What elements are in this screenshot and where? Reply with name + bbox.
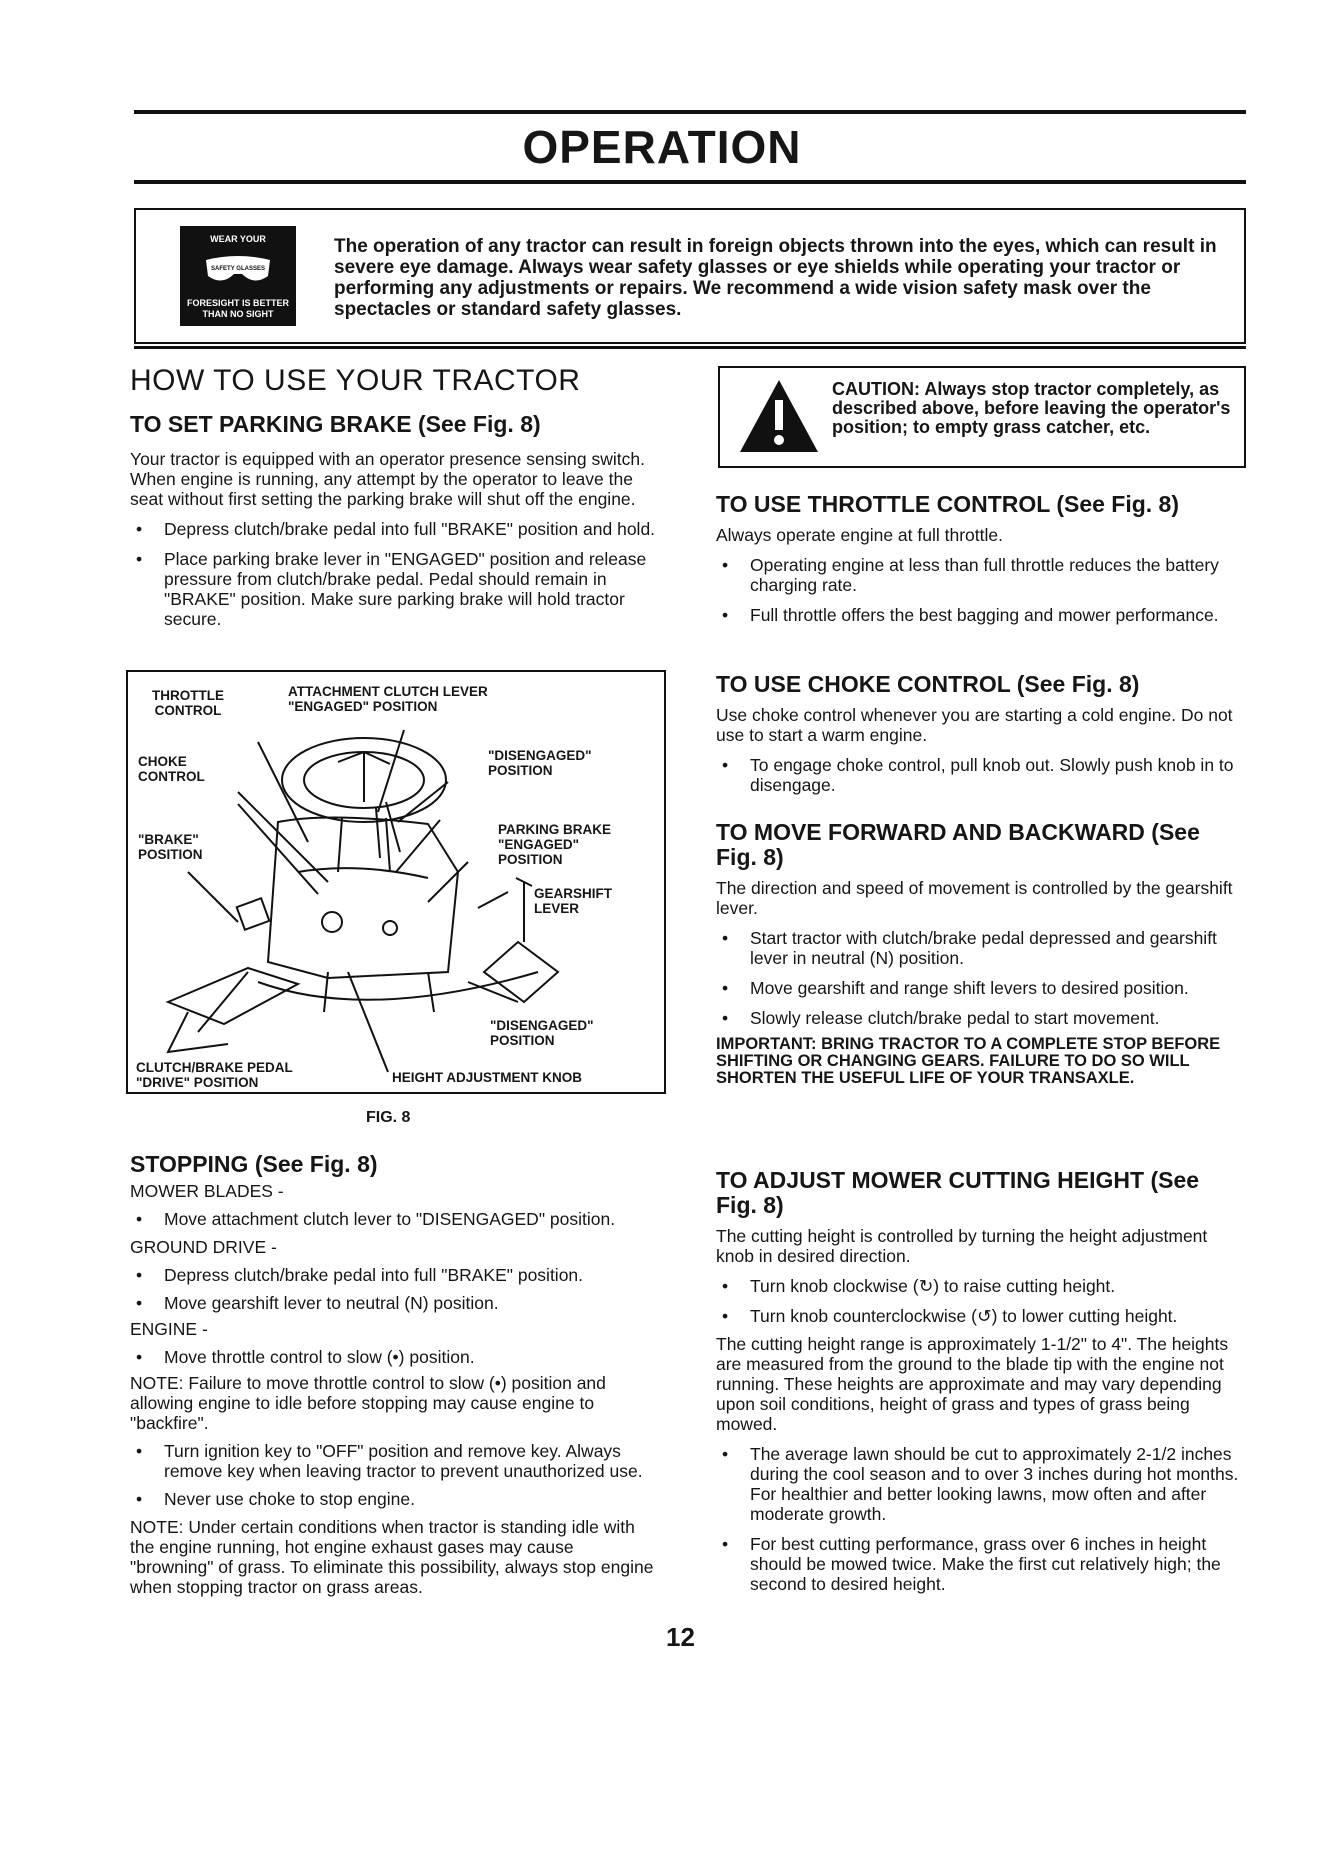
badge-top-text: WEAR YOUR bbox=[210, 234, 266, 244]
move-title: TO MOVE FORWARD AND BACKWARD (See Fig. 8) bbox=[716, 819, 1200, 870]
label-throttle-control: THROTTLE CONTROL bbox=[152, 688, 224, 718]
list-item: • Start tractor with clutch/brake pedal depressed and gearshift lever in neutral (N) position. bbox=[722, 928, 1217, 968]
move-bullet-1: Start tractor with clutch/brake pedal depressed and gearshift lever in neutral (N) position. bbox=[750, 928, 1217, 968]
cutting-height-title: TO ADJUST MOWER CUTTING HEIGHT (See Fig. 8) bbox=[716, 1167, 1200, 1218]
choke-bullet-1: To engage choke control, pull knob out. Slowly push knob in to disengage. bbox=[750, 755, 1234, 795]
cutting-height-intro: The cutting height is controlled by turning the height adjustment knob in desired direction. bbox=[716, 1226, 1208, 1266]
page-title: OPERATION bbox=[522, 121, 802, 173]
engine-bullet-3: Never use choke to stop engine. bbox=[164, 1489, 415, 1509]
tractor-hood bbox=[268, 817, 458, 978]
choke-title: TO USE CHOKE CONTROL (See Fig. 8) bbox=[716, 671, 1140, 697]
warning-triangle-icon bbox=[738, 378, 820, 454]
throttle-section bbox=[716, 492, 1244, 625]
move-bullet-2: Move gearshift and range shift levers to desired position. bbox=[750, 978, 1189, 998]
figure-8 bbox=[126, 670, 666, 1094]
title-rule bbox=[134, 180, 1246, 184]
safety-glasses-badge bbox=[180, 226, 296, 326]
label-parking-brake: PARKING BRAKE "ENGAGED" POSITION bbox=[498, 822, 612, 867]
choke-section bbox=[716, 672, 1244, 795]
stopping-title: STOPPING (See Fig. 8) bbox=[130, 1151, 378, 1177]
label-height-knob: HEIGHT ADJUSTMENT KNOB bbox=[392, 1070, 583, 1085]
parking-brake-title: TO SET PARKING BRAKE (See Fig. 8) bbox=[130, 411, 541, 437]
safety-glasses-icon bbox=[202, 252, 274, 288]
important-note: IMPORTANT: BRING TRACTOR TO A COMPLETE STOP BEFORE SHIFTING OR CHANGING GEARS. FAILURE TO DO SO WILL SHORTEN THE USEFUL LIFE OF YOUR TRANSAXLE. bbox=[716, 1035, 1221, 1087]
label-gearshift-lever: GEARSHIFT LEVER bbox=[534, 886, 613, 916]
note-browning: NOTE: Under certain conditions when tractor is standing idle with the engine running, hot engine exhaust gases may cause "browning" of grass. To eliminate this possibility, always stop engine when stopping tractor on grass areas. bbox=[130, 1517, 654, 1597]
label-clutch-brake-pedal: CLUTCH/BRAKE PEDAL "DRIVE" POSITION bbox=[136, 1060, 293, 1090]
ground-bullet-1: Depress clutch/brake pedal into full "BRAKE" position. bbox=[164, 1265, 584, 1285]
move-intro: The direction and speed of movement is controlled by the gearshift lever. bbox=[716, 878, 1233, 918]
clutch-brake-pedal bbox=[168, 968, 298, 1024]
parking-brake-intro: Your tractor is equipped with an operator presence sensing switch. When engine is running, any attempt by the operator to leave the seat without first setting the parking brake will shut off the engine. bbox=[130, 449, 645, 509]
parking-bullet-2: Place parking brake lever in "ENGAGED" position and release pressure from clutch/brake pedal. Pedal should remain in "BRAKE" position. Make sure parking brake will hold tractor secure. bbox=[164, 549, 647, 629]
throttle-intro: Always operate engine at full throttle. bbox=[716, 525, 1003, 545]
cutting-height-para: The cutting height range is approximately 1-1/2" to 4". The heights are measured from the ground to the blade tip with the engine not running. These heights are approximate and may vary depending upon soil conditions, height of grass and types of grass being mowed. bbox=[716, 1334, 1229, 1434]
move-bullet-3: Slowly release clutch/brake pedal to start movement. bbox=[750, 1008, 1160, 1028]
list-item: • Depress clutch/brake pedal into full "BRAKE" position. bbox=[136, 1265, 584, 1285]
list-item: • Move gearshift and range shift levers to desired position. bbox=[722, 978, 1189, 998]
move-section bbox=[716, 820, 1244, 1087]
throttle-bullet-1: Operating engine at less than full throttle reduces the battery charging rate. bbox=[750, 555, 1219, 595]
list-item: • The average lawn should be cut to approximately 2-1/2 inches during the cool season and to over 3 inches during hot months. For healthier and better looking lawns, mow often and after moderate growth. bbox=[722, 1444, 1239, 1524]
badge-bottom-text: FORESIGHT IS BETTER THAN NO SIGHT bbox=[186, 298, 289, 319]
ground-drive-label: GROUND DRIVE - bbox=[130, 1237, 277, 1257]
list-item: • Move attachment clutch lever to "DISENGAGED" position. bbox=[136, 1209, 616, 1229]
engine-bullet-2: Turn ignition key to "OFF" position and remove key. Always remove key when leaving tractor to prevent unauthorized use. bbox=[164, 1441, 643, 1481]
list-item: • Slowly release clutch/brake pedal to start movement. bbox=[722, 1008, 1160, 1028]
throttle-title: TO USE THROTTLE CONTROL (See Fig. 8) bbox=[716, 491, 1180, 517]
throttle-bullet-2: Full throttle offers the best bagging and mower performance. bbox=[750, 605, 1219, 625]
parking-brake-section bbox=[130, 412, 660, 629]
label-brake-position: "BRAKE" POSITION bbox=[138, 832, 203, 862]
label-attachment-clutch: ATTACHMENT CLUTCH LEVER "ENGAGED" POSITION bbox=[288, 684, 488, 714]
height-bullet-2: Turn knob counterclockwise (↺) to lower cutting height. bbox=[750, 1306, 1178, 1326]
list-item: • Full throttle offers the best bagging and mower performance. bbox=[722, 605, 1219, 625]
list-item: • Operating engine at less than full throttle reduces the battery charging rate. bbox=[722, 555, 1219, 595]
list-item: • Place parking brake lever in "ENGAGED" position and release pressure from clutch/brake pedal. Pedal should remain in "BRAKE" position. Make sure parking brake will hold tractor secure. bbox=[136, 549, 647, 629]
ground-bullet-2: Move gearshift lever to neutral (N) position. bbox=[164, 1293, 499, 1313]
list-item: • Never use choke to stop engine. bbox=[136, 1489, 415, 1509]
mower-blades-label: MOWER BLADES - bbox=[130, 1181, 284, 1201]
section-heading-how-to-use: HOW TO USE YOUR TRACTOR bbox=[130, 364, 581, 397]
mower-blades-bullet: Move attachment clutch lever to "DISENGAGED" position. bbox=[164, 1209, 616, 1229]
list-item: • Move gearshift lever to neutral (N) position. bbox=[136, 1293, 499, 1313]
caution-text: CAUTION: Always stop tractor completely, as described above, before leaving the operator's position; to empty grass catcher, etc. bbox=[832, 379, 1231, 437]
label-disengaged-bottom: "DISENGAGED" POSITION bbox=[490, 1018, 594, 1048]
parking-bullet-1: Depress clutch/brake pedal into full "BRAKE" position and hold. bbox=[164, 519, 656, 539]
engine-bullet-1: Move throttle control to slow (•) position. bbox=[164, 1347, 475, 1367]
list-item: • Turn knob counterclockwise (↺) to lower cutting height. bbox=[722, 1306, 1178, 1326]
list-item: • To engage choke control, pull knob out. Slowly push knob in to disengage. bbox=[722, 755, 1234, 795]
list-item: • Move throttle control to slow (•) position. bbox=[136, 1347, 475, 1367]
height-bullet-1: Turn knob clockwise (↻) to raise cutting height. bbox=[750, 1276, 1116, 1296]
top-rule bbox=[134, 110, 1246, 114]
page-number: 12 bbox=[666, 1622, 695, 1652]
label-disengaged-top: "DISENGAGED" POSITION bbox=[488, 748, 592, 778]
notice-bottom-rule bbox=[134, 346, 1246, 349]
badge-middle-text: SAFETY GLASSES bbox=[211, 266, 265, 272]
height-bullet-3: The average lawn should be cut to approximately 2-1/2 inches during the cool season and to over 3 inches during hot months. For healthier and better looking lawns, mow often and after moderate growth. bbox=[750, 1444, 1239, 1524]
list-item: • Turn knob clockwise (↻) to raise cutting height. bbox=[722, 1276, 1116, 1296]
stopping-section bbox=[130, 1152, 660, 1597]
height-bullet-4: For best cutting performance, grass over 6 inches in height should be mowed twice. Make the first cut relatively high; the second to desired height. bbox=[750, 1534, 1221, 1594]
caution-box bbox=[718, 366, 1246, 468]
safety-notice-text: The operation of any tractor can result in foreign objects thrown into the eyes, which can result in severe eye damage. Always wear safety glasses or eye shields while operating your tractor or performing any adjustments or repairs. We recommend a wide vision safety mask over the spectacles or standard safety glasses. bbox=[334, 236, 1217, 320]
note-backfire: NOTE: Failure to move throttle control to slow (•) position and allowing engine to idle before stopping may cause engine to "backfire". bbox=[130, 1373, 606, 1433]
list-item: • Depress clutch/brake pedal into full "BRAKE" position and hold. bbox=[136, 519, 656, 539]
cutting-height-section bbox=[716, 1168, 1244, 1594]
figure-caption: FIG. 8 bbox=[366, 1109, 411, 1126]
list-item: • For best cutting performance, grass over 6 inches in height should be mowed twice. Make the first cut relatively high; the second to desired height. bbox=[722, 1534, 1221, 1594]
label-choke-control: CHOKE CONTROL bbox=[138, 754, 205, 784]
choke-intro: Use choke control whenever you are starting a cold engine. Do not use to start a warm engine. bbox=[716, 705, 1233, 745]
safety-notice bbox=[134, 208, 1246, 344]
list-item: • Turn ignition key to "OFF" position and remove key. Always remove key when leaving tractor to prevent unauthorized use. bbox=[136, 1441, 643, 1481]
engine-label: ENGINE - bbox=[130, 1319, 208, 1339]
